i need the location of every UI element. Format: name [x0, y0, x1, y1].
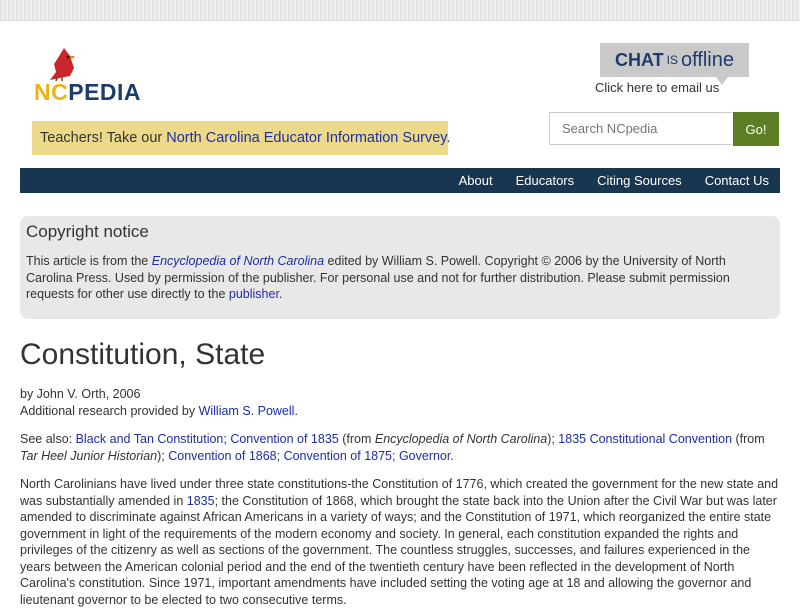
main-nav [20, 168, 780, 193]
nav-citing-sources[interactable]: Citing Sources [597, 173, 682, 188]
see-also-label: See also: [20, 432, 76, 446]
see-also-link-1[interactable]: Black and Tan Constitution; Convention of 1835 [75, 432, 339, 446]
copyright-text-3: . [278, 287, 283, 301]
nav-contact-us[interactable]: Contact Us [704, 173, 769, 188]
research-suffix: . [294, 403, 298, 418]
page-title: Constitution, State [20, 338, 266, 371]
email-us-link[interactable]: Click here to email us [595, 80, 720, 95]
encyclopedia-link[interactable]: Encyclopedia of North Carolina [151, 254, 325, 268]
see-also-source-1: Encyclopedia of North Carolina [374, 432, 548, 446]
chat-label: CHAT [614, 49, 664, 70]
see-also [20, 431, 780, 464]
see-also-text-1: (from [338, 432, 375, 446]
survey-prefix: Teachers! Take our [40, 130, 163, 146]
research-prefix: Additional research provided by [20, 403, 199, 418]
logo-wordmark [34, 79, 141, 106]
see-also-text-2: ); [547, 432, 559, 446]
copyright-notice [20, 216, 780, 319]
ncpedia-logo[interactable] [34, 46, 154, 106]
byline [20, 386, 298, 419]
chat-offline-label: offline [680, 48, 734, 71]
search-input[interactable] [549, 112, 732, 145]
publisher-link[interactable]: publisher [228, 287, 279, 301]
survey-link[interactable]: North Carolina Educator Information Survey. [166, 130, 451, 146]
see-also-text-3: (from [732, 432, 765, 446]
copyright-text-2: edited by William S. Powell. Copyright © 2006 by the University of North Carolina Press. Used by permission of the publisher. For personal use and not for further distribution. Please submit permission requests for other use directly to the [26, 254, 730, 301]
article-paragraph [20, 476, 780, 608]
see-also-source-2: Tar Heel Junior Historian [20, 448, 158, 463]
paragraph-part-b: ; the Constitution of 1868, which brought the state back into the Union after the Civil War but was later amended to discriminate against African Americans in a variety of ways; and the Constitution of 1971, which reorganized the entire state government in light of the requirements of the modern economy and society. In general, each constitution expanded the rights and privileges of the citizenry as well as sections of the government. The countless struggles, successes, and failures experienced in the years between the American colonial period and the end of the twentieth century have been reflected in the development of North Carolina's constitution. Since 1971, important amendments have included setting the voting age at 18 and allowing the governor and lieutenant governor to be elected to two consecutive terms. [20, 493, 777, 607]
chat-is-label: IS [666, 53, 678, 67]
nav-about[interactable]: About [458, 173, 493, 188]
see-also-text-5: . [450, 448, 454, 463]
see-also-link-3[interactable]: Convention of 1868; Convention of 1875; Governor [168, 448, 451, 463]
logo-pedia: PEDIA [68, 79, 142, 105]
copyright-text-1: This article is from the [26, 254, 152, 268]
paragraph-part-a: North Carolinians have lived under three state constitutions-the Constitution of 1776, which created the government for the new state and was substantially amended in [20, 477, 779, 508]
link-1835[interactable]: 1835 [186, 493, 215, 508]
chat-status-button[interactable] [600, 43, 749, 77]
search-go-button[interactable]: Go! [733, 112, 779, 146]
nav-educators[interactable]: Educators [515, 173, 575, 188]
cardinal-bird-icon [44, 46, 84, 82]
see-also-text-4: ); [157, 448, 169, 463]
survey-banner [32, 121, 451, 155]
author-line: by John V. Orth, 2006 [20, 387, 141, 401]
top-decorative-strip [0, 0, 800, 21]
see-also-link-2[interactable]: 1835 Constitutional Convention [558, 432, 733, 446]
research-line [20, 403, 298, 420]
logo-nc: NC [34, 79, 69, 105]
copyright-heading: Copyright notice [26, 222, 149, 241]
copyright-text [26, 253, 774, 303]
powell-link[interactable]: William S. Powell [198, 403, 295, 418]
